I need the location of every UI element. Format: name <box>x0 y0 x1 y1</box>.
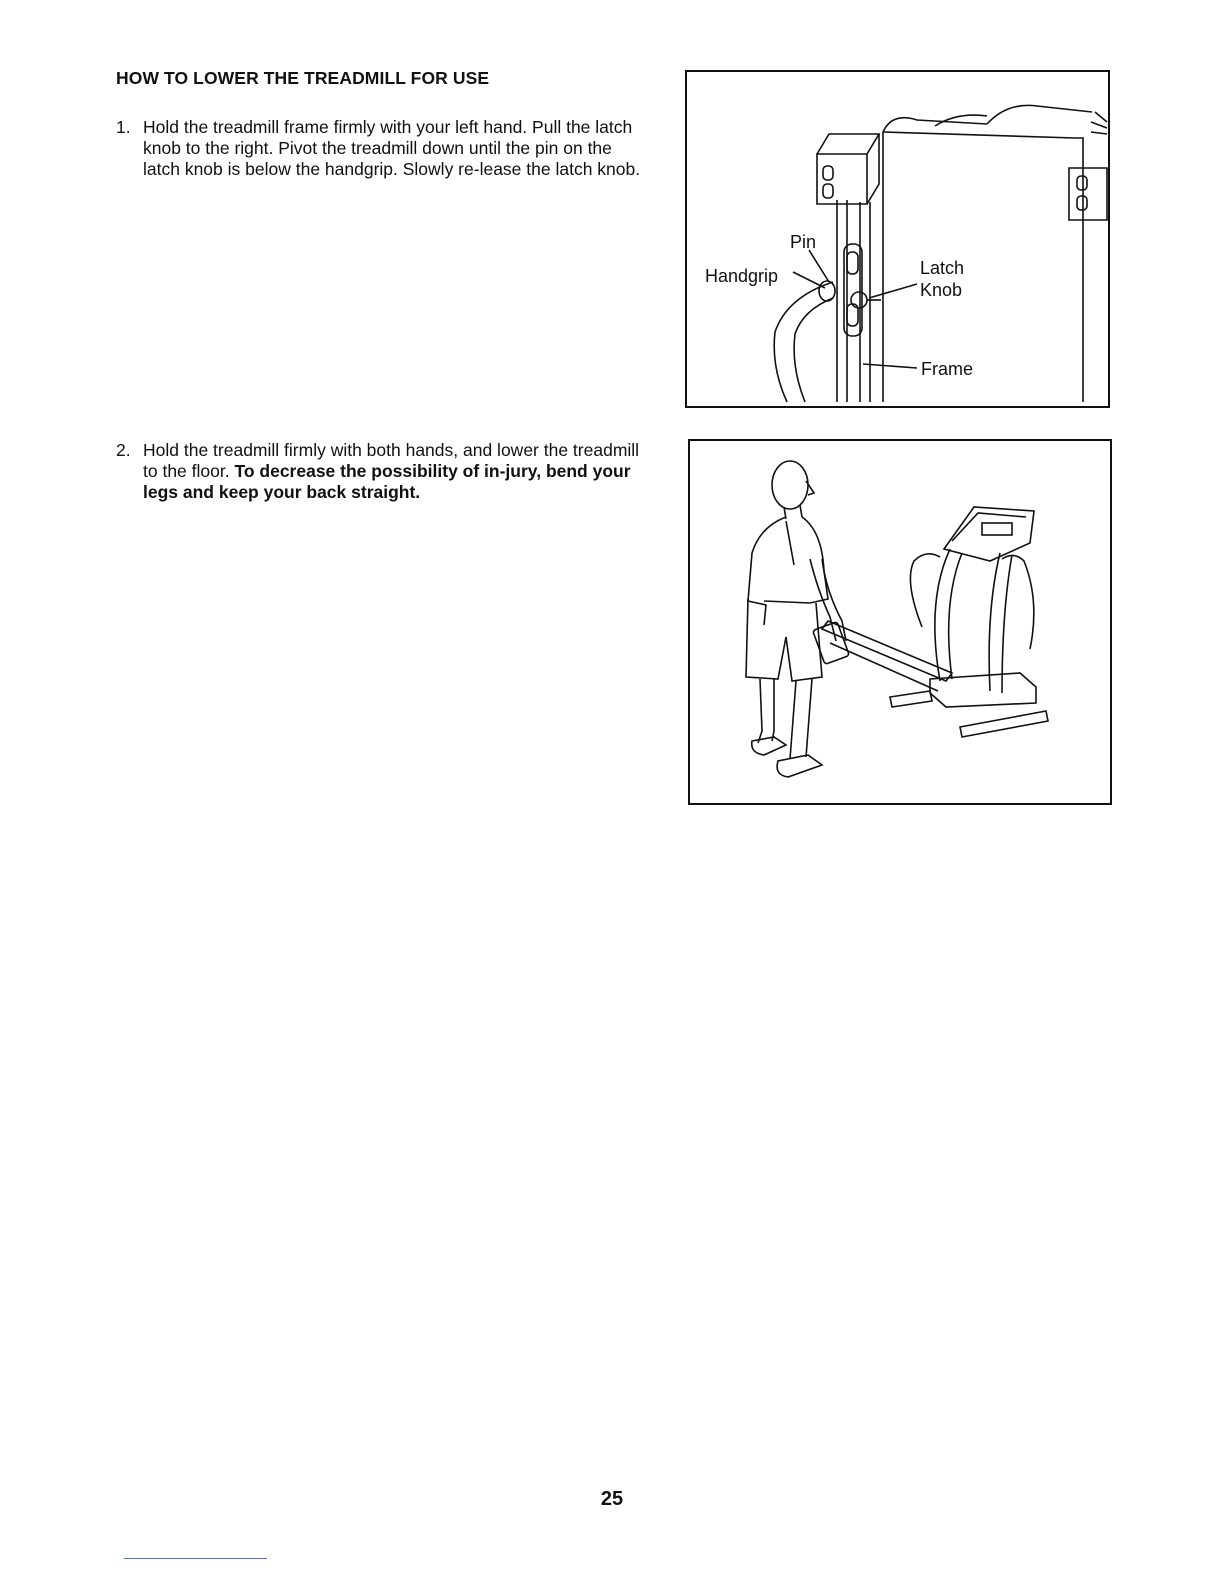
instruction-step-2 <box>116 440 646 503</box>
person-drawing <box>746 461 846 777</box>
page-number: 25 <box>600 1488 624 1510</box>
latch-detail-figure <box>685 70 1110 408</box>
lowering-illustration <box>690 441 1110 803</box>
step-text: Hold the treadmill frame firmly with your left hand. Pull the latch knob to the right. Pivot the treadmill down until the pin on the latch knob is below the handgrip. Slowly re-lease the latch knob. <box>143 117 641 179</box>
footer-rule <box>124 1558 267 1559</box>
treadmill-drawing <box>813 507 1048 737</box>
pin-label: Pin <box>790 232 817 252</box>
safety-warning: To decrease the possibility of in-jury, bend your legs and keep your back straight. <box>143 461 631 502</box>
step-number: 1. <box>116 117 131 137</box>
section-heading: HOW TO LOWER THE TREADMILL FOR USE <box>116 68 490 88</box>
handgrip-label: Handgrip <box>705 266 779 286</box>
step-text: Hold the treadmill firmly with both hands, and lower the treadmill to the floor. <box>143 440 640 481</box>
knob-label: Knob <box>920 280 963 300</box>
instruction-step-1 <box>116 117 646 180</box>
treadmill-frame-drawing <box>774 105 1107 402</box>
latch-detail-illustration <box>687 72 1108 406</box>
step-body <box>143 440 646 503</box>
frame-label: Frame <box>921 359 974 379</box>
step-number: 2. <box>116 440 131 460</box>
latch-label: Latch <box>920 258 965 278</box>
lowering-figure <box>688 439 1112 805</box>
